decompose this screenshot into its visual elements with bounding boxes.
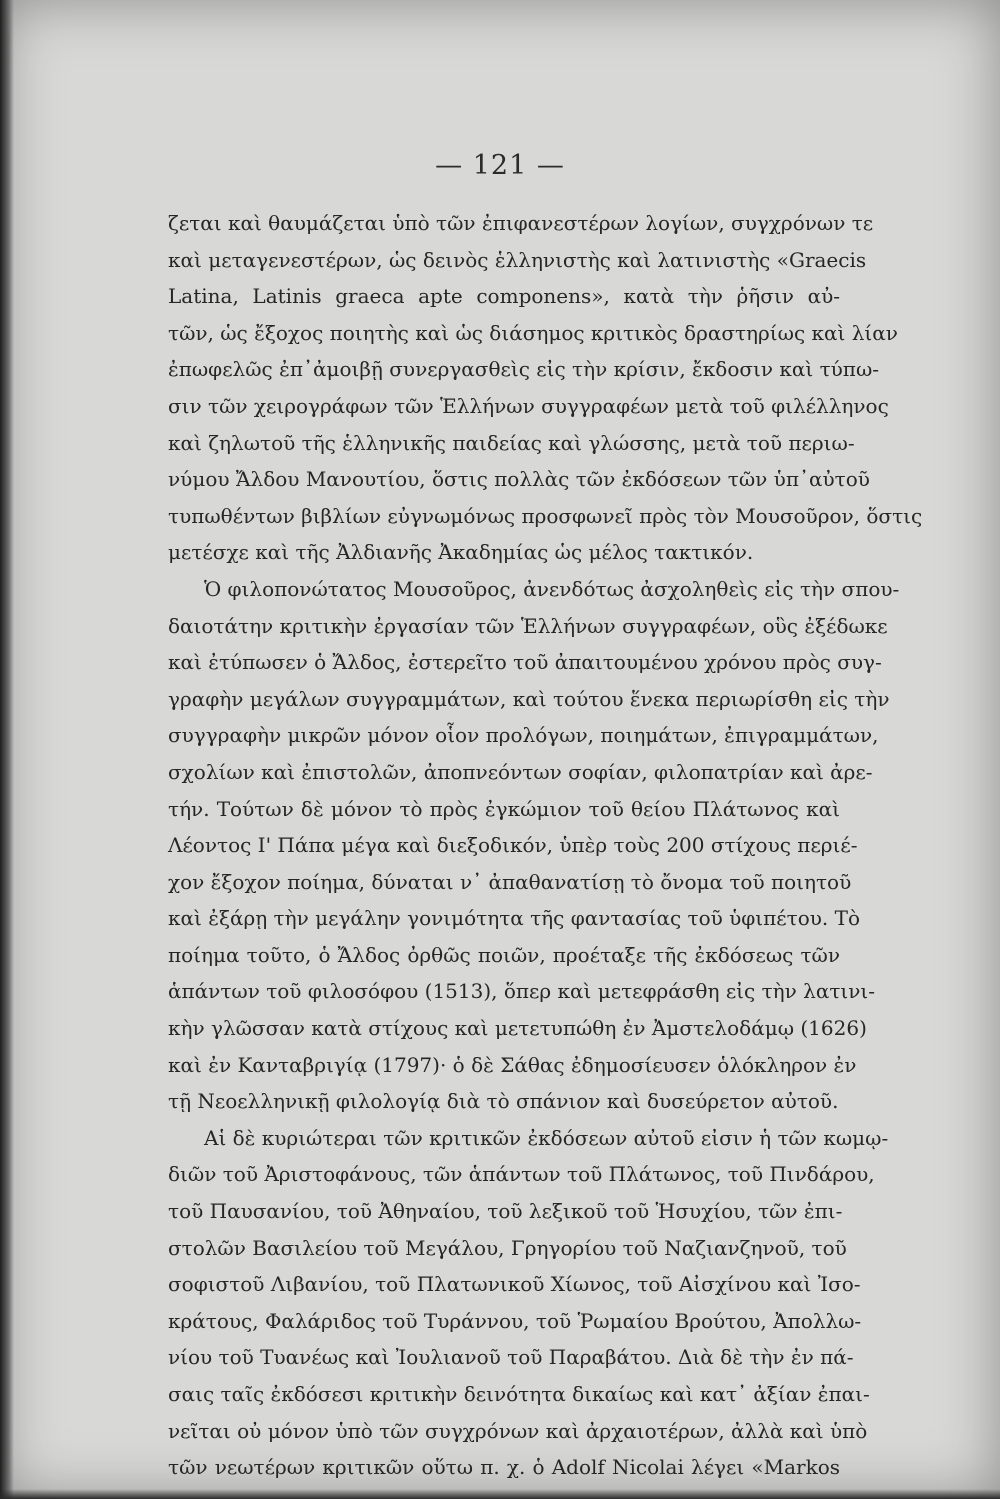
- text-line: καὶ ἐν Κανταβριγίᾳ (1797)· ὁ δὲ Σάθας ἐδημοσίευσεν ὁλόκληρον ἐν: [168, 1052, 857, 1077]
- text-line: κὴν γλῶσσαν κατὰ στίχους καὶ μετετυπώθη ἐν Ἀμστελοδάμῳ (1626): [168, 1016, 867, 1041]
- text-line: Latina, Latinis graeca apte componens», κατὰ τὴν ῥῆσιν αὐ-: [168, 284, 840, 309]
- text-line: καὶ μεταγενεστέρων, ὡς δεινὸς ἑλληνιστὴς καὶ λατινιστὴς «Graecis: [168, 247, 867, 272]
- text-line: ἁπάντων τοῦ φιλοσόφου (1513), ὅπερ καὶ μετεφράσθη εἰς τὴν λατινι-: [168, 979, 875, 1004]
- text-line: διῶν τοῦ Ἀριστοφάνους, τῶν ἁπάντων τοῦ Πλάτωνος, τοῦ Πινδάρου,: [168, 1162, 875, 1187]
- text-line: δαιοτάτην κριτικὴν ἐργασίαν τῶν Ἑλλήνων συγγραφέων, οὓς ἐξέδωκε: [168, 613, 888, 638]
- text-line: συγγραφὴν μικρῶν μόνον οἷον προλόγων, ποιημάτων, ἐπιγραμμάτων,: [168, 723, 879, 748]
- text-line: ζεται καὶ θαυμάζεται ὑπὸ τῶν ἐπιφανεστέρων λογίων, συγχρόνων τε: [168, 211, 874, 235]
- text-line: νύμου Ἄλδου Μανουτίου, ὅστις πολλὰς τῶν ἐκδόσεων τῶν ὑπ᾽αὐτοῦ: [168, 467, 870, 492]
- text-line: καὶ ἐξάρῃ τὴν μεγάλην γονιμότητα τῆς φαντασίας τοῦ ὑφιπέτου. Τὸ: [168, 906, 861, 931]
- text-line: τήν. Τούτων δὲ μόνον τὸ πρὸς ἐγκώμιον τοῦ θείου Πλάτωνος καὶ: [168, 796, 840, 821]
- text-line: σοφιστοῦ Λιβανίου, τοῦ Πλατωνικοῦ Χίωνος, τοῦ Αἰσχίνου καὶ Ἰσο-: [168, 1272, 861, 1297]
- text-line: Αἱ δὲ κυριώτεραι τῶν κριτικῶν ἐκδόσεων αὐτοῦ εἰσιν ἡ τῶν κωμῳ-: [204, 1125, 889, 1150]
- text-line: γραφὴν μεγάλων συγγραμμάτων, καὶ τούτου ἕνεκα περιωρίσθη εἰς τὴν: [168, 686, 890, 711]
- text-line: τῶν, ὡς ἔξοχος ποιητὴς καὶ ὡς διάσημος κριτικὸς δραστηρίως καὶ λίαν: [168, 320, 898, 345]
- text-line: σαις ταῖς ἐκδόσεσι κριτικὴν δεινότητα δικαίως καὶ κατ᾽ ἀξίαν ἐπαι-: [168, 1382, 870, 1406]
- text-line: ποίημα τοῦτο, ὁ Ἄλδος ὀρθῶς ποιῶν, προέταξε τῆς ἐκδόσεως τῶν: [168, 942, 840, 967]
- page-bottom-shadow: [0, 1489, 1000, 1499]
- text-line: Λέοντος Ι' Πάπα μέγα καὶ διεξοδικόν, ὑπὲρ τοὺς 200 στίχους περιέ-: [168, 833, 858, 858]
- text-line: σιν τῶν χειρογράφων τῶν Ἑλλήνων συγγραφέων μετὰ τοῦ φιλέλληνος: [168, 393, 889, 418]
- text-line: καὶ ζηλωτοῦ τῆς ἑλληνικῆς παιδείας καὶ γλώσσης, μετὰ τοῦ περιω-: [168, 430, 855, 455]
- text-line: Ὁ φιλοπονώτατος Μουσοῦρος, ἀνενδότως ἀσχοληθεὶς εἰς τὴν σπου-: [204, 576, 900, 601]
- text-line: τῶν νεωτέρων κριτικῶν οὕτω π. χ. ὁ Adolf Nicolai λέγει «Markos: [168, 1455, 840, 1480]
- page-edge-shadow: [0, 0, 14, 1499]
- text-line: στολῶν Βασιλείου τοῦ Μεγάλου, Γρηγορίου τοῦ Ναζιανζηνοῦ, τοῦ: [168, 1235, 847, 1260]
- body-text: [168, 205, 923, 1486]
- text-line: κράτους, Φαλάριδος τοῦ Τυράννου, τοῦ Ῥωμαίου Βρούτου, Ἀπολλω-: [168, 1308, 862, 1333]
- text-line: νίου τοῦ Τυανέως καὶ Ἰουλιανοῦ τοῦ Παραβάτου. Διὰ δὲ τὴν ἐν πά-: [168, 1345, 854, 1370]
- page-number: — 121 —: [435, 150, 565, 181]
- text-line: καὶ ἐτύπωσεν ὁ Ἄλδος, ἐστερεῖτο τοῦ ἀπαιτουμένου χρόνου πρὸς συγ-: [168, 650, 882, 675]
- text-line: τυπωθέντων βιβλίων εὐγνωμόνως προσφωνεῖ πρὸς τὸν Μουσοῦρον, ὅστις: [168, 503, 923, 528]
- text-line: νεῖται οὐ μόνον ὑπὸ τῶν συγχρόνων καὶ ἀρχαιοτέρων, ἀλλὰ καὶ ὑπὸ: [168, 1418, 868, 1443]
- text-line: ἐπωφελῶς ἐπ᾽ἀμοιβῇ συνεργασθεὶς εἰς τὴν κρίσιν, ἔκδοσιν καὶ τύπω-: [168, 357, 880, 382]
- text-line: σχολίων καὶ ἐπιστολῶν, ἀποπνεόντων σοφίαν, φιλοπατρίαν καὶ ἀρε-: [168, 759, 873, 784]
- text-line: τῇ Νεοελληνικῇ φιλολογίᾳ διὰ τὸ σπάνιον καὶ δυσεύρετον αὐτοῦ.: [168, 1089, 839, 1114]
- text-line: τοῦ Παυσανίου, τοῦ Ἀθηναίου, τοῦ λεξικοῦ τοῦ Ἡσυχίου, τῶν ἐπι-: [168, 1199, 843, 1224]
- text-line: χον ἔξοχον ποίημα, δύναται ν᾽ ἀπαθανατίσῃ τὸ ὄνομα τοῦ ποιητοῦ: [168, 869, 852, 894]
- text-line: μετέσχε καὶ τῆς Ἀλδιανῆς Ἀκαδημίας ὡς μέλος τακτικόν.: [168, 540, 754, 565]
